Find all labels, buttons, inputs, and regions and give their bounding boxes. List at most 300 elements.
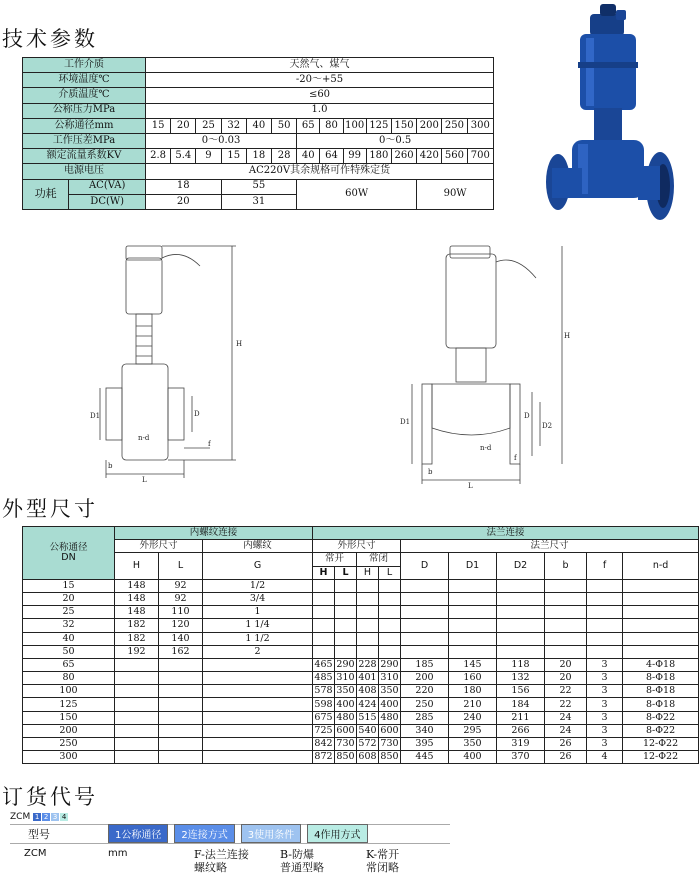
cell-ch: 228 bbox=[358, 658, 377, 670]
mini-box-2: 2 bbox=[43, 812, 49, 821]
cell-oh: 465 bbox=[314, 658, 333, 670]
cell-d2: 132 bbox=[497, 672, 545, 685]
cell-cl: 290 bbox=[380, 658, 399, 670]
empty-cell bbox=[401, 619, 449, 632]
kv-cell: 99 bbox=[343, 149, 366, 164]
dims-table bbox=[22, 526, 699, 764]
body-outline bbox=[122, 364, 168, 460]
cell-cl: 850 bbox=[380, 751, 399, 763]
coil-band bbox=[578, 62, 638, 68]
cell-b: 24 bbox=[545, 711, 587, 724]
stem-outline bbox=[136, 314, 152, 364]
cell-g: 2 bbox=[203, 645, 313, 658]
empty-cell bbox=[313, 592, 335, 605]
medium-label: 工作介质 bbox=[23, 58, 146, 73]
dn-cell: 20 bbox=[171, 118, 196, 133]
left-port-outline bbox=[106, 388, 122, 440]
table-row bbox=[23, 738, 699, 751]
dn-label: 公称通径mm bbox=[23, 118, 146, 133]
power-label: 功耗 bbox=[23, 179, 69, 209]
power-90w: 90W bbox=[417, 179, 494, 209]
cell-h: 148 bbox=[115, 592, 159, 605]
empty-cell bbox=[449, 645, 497, 658]
code-prefix: ZCM bbox=[10, 812, 31, 822]
empty-cell bbox=[545, 645, 587, 658]
cell-g: 3/4 bbox=[203, 592, 313, 605]
cell-cl: 600 bbox=[380, 724, 399, 736]
table-row bbox=[23, 632, 699, 645]
order-divider-2 bbox=[10, 843, 450, 844]
empty-cell bbox=[357, 619, 379, 632]
spec-row-voltage bbox=[23, 164, 494, 179]
dn-header-sub: DN bbox=[61, 551, 76, 563]
empty-cell bbox=[401, 645, 449, 658]
cell-dn: 200 bbox=[23, 724, 115, 737]
cell-h: 148 bbox=[115, 579, 159, 592]
nd-dim-label: n-d bbox=[480, 444, 492, 452]
table-row bbox=[23, 645, 699, 658]
cable-gland bbox=[616, 10, 626, 20]
voltage-value: AC220V其余规格可作特殊定货 bbox=[145, 164, 493, 179]
kv-cell: 420 bbox=[417, 149, 442, 164]
empty-cell bbox=[313, 645, 335, 658]
empty-cell bbox=[497, 619, 545, 632]
empty-cell bbox=[159, 698, 203, 711]
dims-header-row-2 bbox=[23, 540, 699, 553]
cell-d: 200 bbox=[401, 672, 449, 685]
cell-d: 250 bbox=[401, 698, 449, 711]
empty-cell bbox=[203, 672, 313, 685]
voltage-label: 电源电压 bbox=[23, 164, 146, 179]
empty-cell bbox=[401, 606, 449, 619]
cond-explosion: B-防爆 bbox=[280, 848, 315, 861]
body-outline bbox=[432, 384, 510, 435]
cell-d2: 370 bbox=[497, 751, 545, 764]
kv-cell: 28 bbox=[272, 149, 297, 164]
cell-d: 220 bbox=[401, 685, 449, 698]
cell-cl: 730 bbox=[380, 738, 399, 750]
cell-d1: 240 bbox=[449, 711, 497, 724]
pressure-label: 公称压力MPa bbox=[23, 103, 146, 118]
cell-d: 445 bbox=[401, 751, 449, 764]
d-header: D bbox=[401, 553, 449, 579]
cell-d2: 184 bbox=[497, 698, 545, 711]
right-port-outline bbox=[168, 388, 184, 440]
mini-box-4: 4 bbox=[61, 812, 67, 821]
cell-f: 3 bbox=[587, 738, 623, 751]
empty-cell bbox=[203, 738, 313, 751]
h-dim-label: H bbox=[564, 332, 571, 340]
table-row bbox=[23, 606, 699, 619]
cell-l: 92 bbox=[159, 592, 203, 605]
cell-h: 182 bbox=[115, 632, 159, 645]
dn-cell: 150 bbox=[391, 118, 416, 133]
empty-cell bbox=[115, 751, 159, 764]
dn-cell: 80 bbox=[320, 118, 343, 133]
cell-f: 3 bbox=[587, 724, 623, 737]
empty-cell bbox=[115, 711, 159, 724]
cell-ol: 290 bbox=[336, 658, 355, 670]
cell-d2: 211 bbox=[497, 711, 545, 724]
empty-cell bbox=[115, 724, 159, 737]
empty-cell bbox=[115, 685, 159, 698]
cell-dn: 32 bbox=[23, 619, 115, 632]
h-dim-ext bbox=[162, 246, 236, 460]
cell-d2: 118 bbox=[497, 658, 545, 671]
cell-l: 120 bbox=[159, 619, 203, 632]
dn-cell: 25 bbox=[196, 118, 221, 133]
cable-outline bbox=[496, 260, 536, 278]
kv-cell: 700 bbox=[467, 149, 493, 164]
medium-temp-label: 介质温度℃ bbox=[23, 88, 146, 103]
diff-pressure-low: 0～0.03 bbox=[145, 133, 296, 148]
closed-h-header: H bbox=[357, 566, 379, 579]
empty-cell bbox=[115, 698, 159, 711]
mini-box-3: 3 bbox=[52, 812, 58, 821]
empty-cell bbox=[545, 606, 587, 619]
cell-b: 20 bbox=[545, 672, 587, 685]
cell-g: 1/2 bbox=[203, 579, 313, 592]
table-row bbox=[23, 685, 699, 698]
f-header: f bbox=[587, 553, 623, 579]
spec-section-title: 技术参数 bbox=[2, 27, 98, 51]
empty-cell bbox=[335, 645, 357, 658]
flange-outer-size-header: 外形尺寸 bbox=[313, 540, 401, 553]
cell-d: 185 bbox=[401, 658, 449, 671]
dn-cell: 50 bbox=[272, 118, 297, 133]
right-pipe bbox=[638, 166, 660, 200]
diff-pressure-high: 0～0.5 bbox=[297, 133, 494, 148]
empty-cell bbox=[545, 592, 587, 605]
table-row bbox=[23, 592, 699, 605]
empty-cell bbox=[497, 592, 545, 605]
kv-cell: 15 bbox=[221, 149, 246, 164]
cell-dn: 100 bbox=[23, 685, 115, 698]
kv-cell: 560 bbox=[442, 149, 467, 164]
cell-d1: 400 bbox=[449, 751, 497, 764]
cell-d1: 160 bbox=[449, 672, 497, 685]
empty-cell bbox=[449, 632, 497, 645]
cell-g: 1 1/2 bbox=[203, 632, 313, 645]
empty-cell bbox=[587, 632, 623, 645]
cell-dn: 250 bbox=[23, 738, 115, 751]
cell-f: 3 bbox=[587, 658, 623, 671]
coil-outline bbox=[446, 254, 496, 348]
cell-oh: 872 bbox=[314, 751, 333, 763]
order-act bbox=[366, 848, 399, 874]
empty-cell bbox=[497, 632, 545, 645]
l-dim-ext bbox=[422, 464, 520, 484]
spec-row-medium-temp bbox=[23, 88, 494, 103]
f-dim-label: f bbox=[514, 454, 517, 462]
empty-cell bbox=[313, 606, 335, 619]
inner-thread-header: 内螺纹 bbox=[203, 540, 313, 553]
cell-ch: 424 bbox=[358, 698, 377, 710]
cell-dn: 80 bbox=[23, 672, 115, 685]
l-header: L bbox=[159, 553, 203, 579]
empty-cell bbox=[623, 645, 699, 658]
cond-normal: 普通型略 bbox=[280, 861, 324, 874]
coil-top-outline bbox=[450, 246, 490, 258]
order-conn bbox=[194, 848, 249, 874]
empty-cell bbox=[159, 751, 203, 764]
cell-l: 110 bbox=[159, 606, 203, 619]
cell-ch: 572 bbox=[358, 738, 377, 750]
kv-cell: 64 bbox=[320, 149, 343, 164]
cell-cl: 480 bbox=[380, 711, 399, 723]
d-dim-label: D bbox=[194, 410, 200, 418]
nd-header: n-d bbox=[623, 553, 699, 579]
cell-l: 162 bbox=[159, 645, 203, 658]
empty-cell bbox=[159, 724, 203, 737]
cell-d1: 145 bbox=[449, 658, 497, 671]
cell-dn: 20 bbox=[23, 592, 115, 605]
act-closed: 常闭略 bbox=[366, 861, 399, 874]
cell-f: 4 bbox=[587, 751, 623, 764]
cell-b: 26 bbox=[545, 738, 587, 751]
cell-d: 285 bbox=[401, 711, 449, 724]
dn-cell: 40 bbox=[246, 118, 271, 133]
empty-cell bbox=[401, 632, 449, 645]
cell-d2: 319 bbox=[497, 738, 545, 751]
dn-cell: 65 bbox=[297, 118, 320, 133]
cell-d2: 156 bbox=[497, 685, 545, 698]
cell-dn: 25 bbox=[23, 606, 115, 619]
cell-oh: 675 bbox=[314, 711, 333, 723]
cell-ol: 480 bbox=[336, 711, 355, 723]
flange-header: 法兰连接 bbox=[313, 527, 699, 540]
cell-dn: 15 bbox=[23, 579, 115, 592]
spec-row-diff-pressure bbox=[23, 133, 494, 148]
flange-size-header: 法兰尺寸 bbox=[401, 540, 699, 553]
ambient-value: -20～+55 bbox=[145, 73, 493, 88]
cell-cl: 310 bbox=[380, 672, 399, 684]
order-cond bbox=[280, 848, 324, 874]
cell-g: 1 bbox=[203, 606, 313, 619]
empty-cell bbox=[545, 579, 587, 592]
cell-ch: 515 bbox=[358, 711, 377, 723]
kv-cell: 2.8 bbox=[145, 149, 170, 164]
valve-neck bbox=[594, 108, 622, 144]
empty-cell bbox=[203, 698, 313, 711]
cell-nd: 8-Φ22 bbox=[623, 711, 699, 724]
cell-oh: 578 bbox=[314, 685, 333, 697]
d-dim-label: D bbox=[524, 412, 530, 420]
cell-cl: 350 bbox=[380, 685, 399, 697]
f-dim-label: f bbox=[208, 440, 211, 448]
g-header: G bbox=[203, 553, 313, 579]
cell-d1: 295 bbox=[449, 724, 497, 737]
mini-box-1: 1 bbox=[34, 812, 40, 821]
empty-cell bbox=[357, 592, 379, 605]
empty-cell bbox=[115, 738, 159, 751]
empty-cell bbox=[497, 606, 545, 619]
cell-dn: 50 bbox=[23, 645, 115, 658]
empty-cell bbox=[545, 632, 587, 645]
dims-section-title: 外型尺寸 bbox=[2, 497, 98, 521]
closed-header: 常闭 bbox=[357, 553, 401, 566]
cell-nd: 12-Φ22 bbox=[623, 751, 699, 764]
dc-value-1: 20 bbox=[145, 194, 221, 209]
cell-ch: 608 bbox=[358, 751, 377, 763]
dn-cell: 100 bbox=[343, 118, 366, 133]
empty-cell bbox=[203, 685, 313, 698]
cell-f: 3 bbox=[587, 711, 623, 724]
model-label: 型号 bbox=[28, 828, 50, 841]
empty-cell bbox=[335, 632, 357, 645]
kv-cell: 5.4 bbox=[171, 149, 196, 164]
empty-cell bbox=[159, 685, 203, 698]
cell-b: 24 bbox=[545, 724, 587, 737]
cell-b: 22 bbox=[545, 685, 587, 698]
empty-cell bbox=[159, 672, 203, 685]
empty-cell bbox=[497, 645, 545, 658]
order-box-3: 3使用条件 bbox=[241, 824, 301, 843]
empty-cell bbox=[335, 592, 357, 605]
stem-threads bbox=[136, 326, 152, 356]
cell-nd: 8-Φ18 bbox=[623, 698, 699, 711]
ac-value-2: 55 bbox=[221, 179, 297, 194]
cell-l: 140 bbox=[159, 632, 203, 645]
cell-f: 3 bbox=[587, 698, 623, 711]
order-code-boxes bbox=[108, 824, 374, 843]
empty-cell bbox=[379, 606, 401, 619]
kv-cell: 40 bbox=[297, 149, 320, 164]
cell-oh: 598 bbox=[314, 698, 333, 710]
left-flange-outline bbox=[422, 384, 432, 464]
empty-cell bbox=[357, 579, 379, 592]
cell-b: 22 bbox=[545, 698, 587, 711]
empty-cell bbox=[115, 658, 159, 671]
empty-cell bbox=[313, 619, 335, 632]
table-row bbox=[23, 619, 699, 632]
cell-l: 92 bbox=[159, 579, 203, 592]
spec-row-kv bbox=[23, 149, 494, 164]
cell-h: 148 bbox=[115, 606, 159, 619]
table-row bbox=[23, 672, 699, 685]
dims-header-row-1 bbox=[23, 527, 699, 540]
cell-dn: 125 bbox=[23, 698, 115, 711]
h-header: H bbox=[115, 553, 159, 579]
kv-cell: 260 bbox=[391, 149, 416, 164]
pressure-value: 1.0 bbox=[145, 103, 493, 118]
cell-ol: 310 bbox=[336, 672, 355, 684]
empty-cell bbox=[379, 632, 401, 645]
empty-cell bbox=[335, 606, 357, 619]
empty-cell bbox=[623, 592, 699, 605]
table-row bbox=[23, 579, 699, 592]
cell-f: 3 bbox=[587, 685, 623, 698]
kv-label: 额定流量系数KV bbox=[23, 149, 146, 164]
cell-oh: 725 bbox=[314, 724, 333, 736]
coil-highlight bbox=[586, 38, 594, 106]
dn-cell: 32 bbox=[221, 118, 246, 133]
conn-flange: F-法兰连接 bbox=[194, 848, 249, 861]
empty-cell bbox=[379, 619, 401, 632]
table-row bbox=[23, 658, 699, 671]
empty-cell bbox=[357, 606, 379, 619]
cell-d1: 180 bbox=[449, 685, 497, 698]
empty-cell bbox=[313, 579, 335, 592]
right-flange-outline bbox=[510, 384, 520, 464]
table-row bbox=[23, 698, 699, 711]
kv-cell: 180 bbox=[366, 149, 391, 164]
left-pipe bbox=[552, 168, 582, 198]
nd-dim-label: n-d bbox=[138, 434, 150, 442]
order-box-2: 2连接方式 bbox=[174, 824, 234, 843]
cell-oh: 842 bbox=[314, 738, 333, 750]
d1-dim-label: D1 bbox=[400, 418, 411, 426]
cell-dn: 300 bbox=[23, 751, 115, 764]
dn-header bbox=[23, 527, 115, 580]
empty-cell bbox=[545, 619, 587, 632]
spec-row-power-ac bbox=[23, 179, 494, 194]
cell-nd: 4-Φ18 bbox=[623, 658, 699, 671]
cell-b: 20 bbox=[545, 658, 587, 671]
thread-valve-drawing bbox=[86, 236, 262, 486]
empty-cell bbox=[587, 592, 623, 605]
dims-header-row-3 bbox=[23, 553, 699, 566]
kv-cell: 18 bbox=[246, 149, 271, 164]
open-h-header: H bbox=[313, 566, 335, 579]
order-box-4: 4作用方式 bbox=[307, 824, 367, 843]
d1-dim-label: D1 bbox=[90, 412, 101, 420]
empty-cell bbox=[623, 632, 699, 645]
order-code: ZCM bbox=[24, 848, 47, 859]
cell-d: 340 bbox=[401, 724, 449, 737]
cell-ol: 850 bbox=[336, 751, 355, 763]
flange-rows bbox=[23, 658, 699, 764]
dn-cell: 200 bbox=[417, 118, 442, 133]
empty-cell bbox=[379, 579, 401, 592]
empty-cell bbox=[623, 619, 699, 632]
spec-row-dn bbox=[23, 118, 494, 133]
cell-ol: 350 bbox=[336, 685, 355, 697]
thread-rows bbox=[23, 579, 699, 658]
cell-dn: 65 bbox=[23, 658, 115, 671]
dc-label: DC(W) bbox=[69, 194, 146, 209]
cell-ch: 540 bbox=[358, 724, 377, 736]
l-dim-label: L bbox=[468, 482, 473, 490]
empty-cell bbox=[587, 645, 623, 658]
spec-row-pressure bbox=[23, 103, 494, 118]
empty-cell bbox=[379, 592, 401, 605]
empty-cell bbox=[401, 592, 449, 605]
medium-temp-value: ≤60 bbox=[145, 88, 493, 103]
empty-cell bbox=[203, 724, 313, 737]
cell-ol: 400 bbox=[336, 698, 355, 710]
cell-b: 26 bbox=[545, 751, 587, 764]
d2-dim-label: D2 bbox=[542, 422, 553, 430]
empty-cell bbox=[357, 645, 379, 658]
code-prefix-row bbox=[10, 812, 69, 822]
empty-cell bbox=[497, 579, 545, 592]
cell-nd: 8-Φ18 bbox=[623, 672, 699, 685]
cell-d: 395 bbox=[401, 738, 449, 751]
dn-cell: 250 bbox=[442, 118, 467, 133]
spec-row-ambient bbox=[23, 73, 494, 88]
empty-cell bbox=[357, 632, 379, 645]
cell-d2: 266 bbox=[497, 724, 545, 737]
empty-cell bbox=[313, 632, 335, 645]
dn-cell: 125 bbox=[366, 118, 391, 133]
empty-cell bbox=[587, 579, 623, 592]
diff-pressure-label: 工作压差MPa bbox=[23, 133, 146, 148]
order-unit: mm bbox=[108, 848, 128, 859]
cell-h: 182 bbox=[115, 619, 159, 632]
empty-cell bbox=[587, 606, 623, 619]
order-section-title: 订货代号 bbox=[2, 785, 98, 809]
